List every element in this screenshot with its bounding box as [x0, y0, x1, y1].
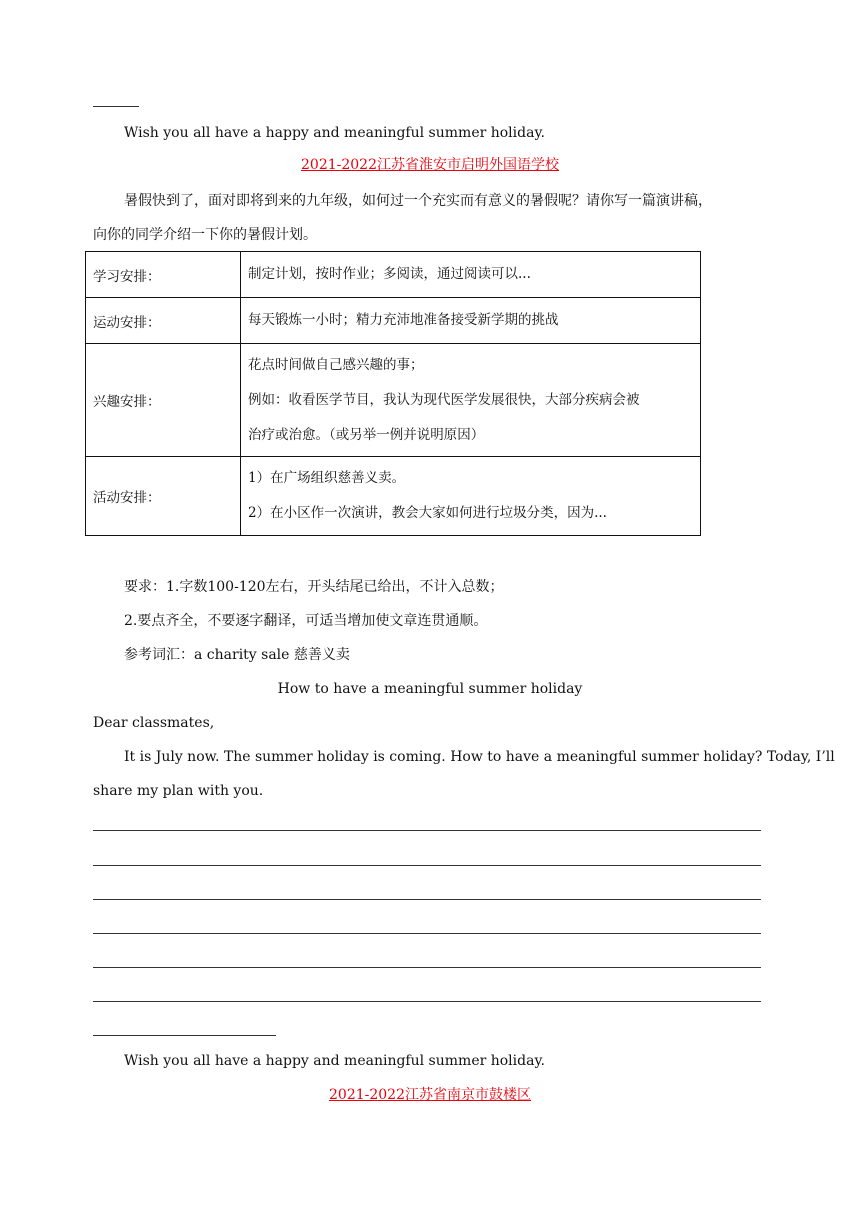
row-content: [241, 298, 701, 344]
school-heading-1: 2021-2022江苏省淮安市启明外国语学校: [301, 157, 559, 173]
writing-line: [93, 933, 761, 934]
content-line: 花点时间做自己感兴趣的事；: [248, 356, 424, 373]
vocabulary-line: 参考词汇：a charity sale 慈善义卖: [124, 647, 350, 663]
top-fill-line: [93, 106, 139, 107]
row-content: [241, 457, 701, 536]
table-row: [86, 457, 701, 536]
school-heading-2: 2021-2022江苏省南京市鼓楼区: [329, 1087, 531, 1103]
writing-line: [93, 967, 761, 968]
essay-title: How to have a meaningful summer holiday: [277, 681, 583, 697]
opening-line-2: share my plan with you.: [93, 783, 264, 799]
table-row: [86, 298, 701, 344]
table-row: [86, 252, 701, 298]
requirement-line-2: 2.要点齐全，不要逐字翻译，可适当增加使文章连贯通顺。: [124, 613, 488, 629]
row-label: 学习安排：: [86, 252, 241, 298]
writing-line: [93, 899, 761, 900]
writing-line-short: [93, 1035, 276, 1036]
content-line: 制定计划，按时作业；多阅读，通过阅读可以...: [248, 266, 531, 282]
prompt-line-2: 向你的同学介绍一下你的暑假计划。: [93, 227, 317, 243]
salutation: Dear classmates,: [93, 715, 215, 731]
plan-table: [85, 251, 701, 536]
row-label: 活动安排：: [86, 457, 241, 536]
content-line: 例如：收看医学节目，我认为现代医学发展很快，大部分疾病会被: [248, 391, 640, 408]
table-row: [86, 344, 701, 457]
requirement-line-1: 要求：1.字数100-120左右，开头结尾已给出，不计入总数；: [124, 579, 504, 595]
writing-line: [93, 1001, 761, 1002]
prompt-line-1: 暑假快到了，面对即将到来的九年级，如何过一个充实而有意义的暑假呢？请你写一篇演讲稿，: [124, 193, 712, 209]
content-line: 2）在小区作一次演讲，教会大家如何进行垃圾分类，因为...: [248, 505, 607, 521]
content-line: 治疗或治愈。（或另举一例并说明原因）: [248, 426, 485, 443]
row-label: 运动安排：: [86, 298, 241, 344]
opening-line-1: It is July now. The summer holiday is coming. How to have a meaningful summer holiday? Today, I’ll: [124, 749, 835, 765]
closing-line-1: Wish you all have a happy and meaningful summer holiday.: [124, 125, 545, 141]
content-line: 每天锻炼一小时；精力充沛地准备接受新学期的挑战: [248, 312, 559, 328]
closing-line-2: Wish you all have a happy and meaningful summer holiday.: [124, 1053, 545, 1069]
row-content: [241, 344, 701, 457]
row-content: [241, 252, 701, 298]
content-line: 1）在广场组织慈善义卖。: [248, 470, 406, 486]
row-label: 兴趣安排：: [86, 344, 241, 457]
writing-line: [93, 830, 761, 831]
writing-line: [93, 865, 761, 866]
